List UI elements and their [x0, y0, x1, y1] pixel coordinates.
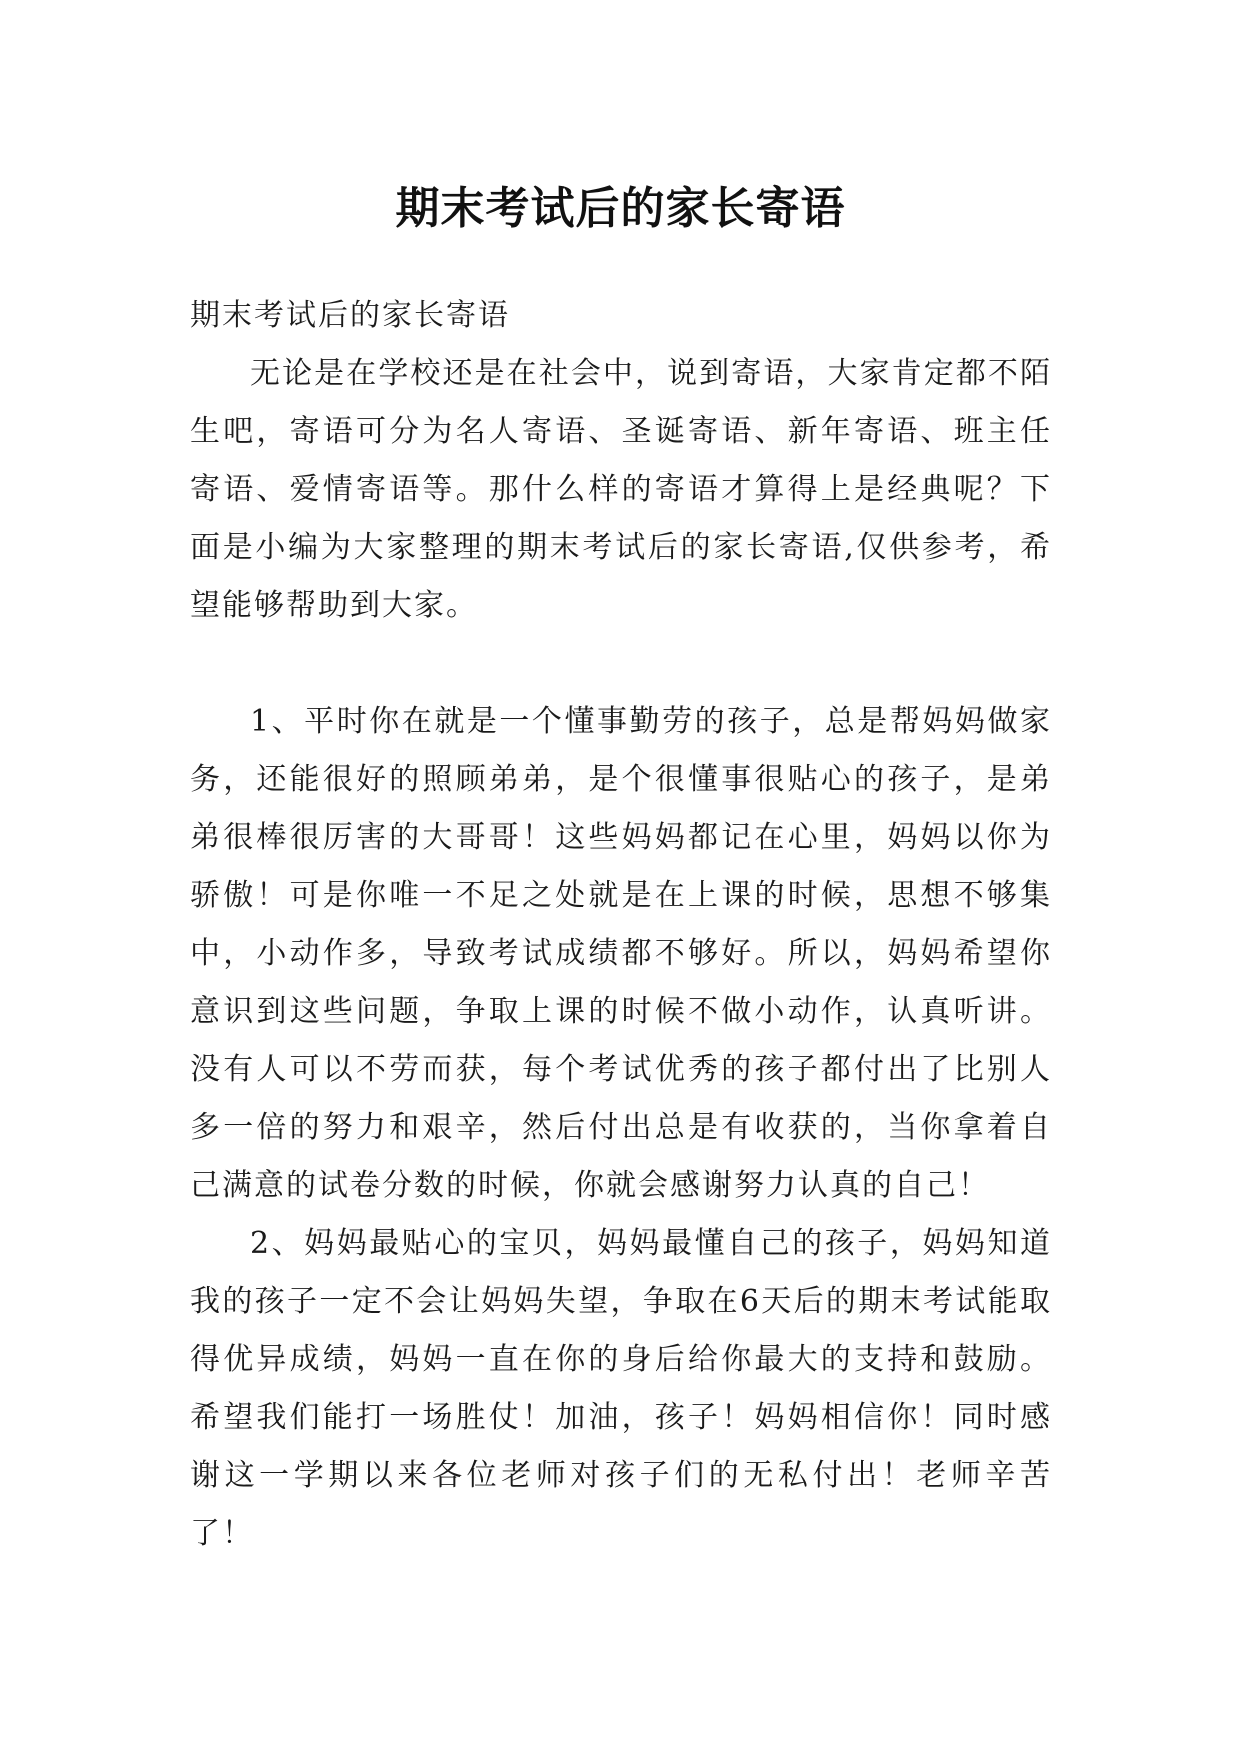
paragraph-spacer [190, 635, 1052, 693]
message-paragraph-2: 2、妈妈最贴心的宝贝，妈妈最懂自己的孩子，妈妈知道我的孩子一定不会让妈妈失望，争取在6天后的期末考试能取得优异成绩，妈妈一直在你的身后给你最大的支持和鼓励。希望我们能打一场胜仗！加油，孩子！妈妈相信你！同时感谢这一学期以来各位老师对孩子们的无私付出！老师辛苦了！ [190, 1226, 1052, 1551]
page-title: 期末考试后的家长寄语 [395, 183, 846, 235]
message-paragraph-1: 1、平时你在就是一个懂事勤劳的孩子，总是帮妈妈做家务，还能很好的照顾弟弟，是个很懂事很贴心的孩子，是弟弟很棒很厉害的大哥哥！这些妈妈都记在心里，妈妈以你为骄傲！可是你唯一不足之处就是在上课的时候，思想不够集中，小动作多，导致考试成绩都不够好。所以，妈妈希望你意识到这些问题，争取上课的时候不做小动作，认真听讲。没有人可以不劳而获，每个考试优秀的孩子都付出了比别人多一倍的努力和艰辛，然后付出总是有收获的，当你拿着自己满意的试卷分数的时候，你就会感谢努力认真的自己！ [190, 704, 1052, 1203]
document-body [190, 287, 1052, 1563]
intro-paragraph: 无论是在学校还是在社会中，说到寄语，大家肯定都不陌生吧，寄语可分为名人寄语、圣诞寄语、新年寄语、班主任寄语、爱情寄语等。那什么样的寄语才算得上是经典呢？下面是小编为大家整理的期末考试后的家长寄语,仅供参考，希望能够帮助到大家。 [190, 356, 1052, 623]
document-subtitle: 期末考试后的家长寄语 [190, 298, 510, 333]
